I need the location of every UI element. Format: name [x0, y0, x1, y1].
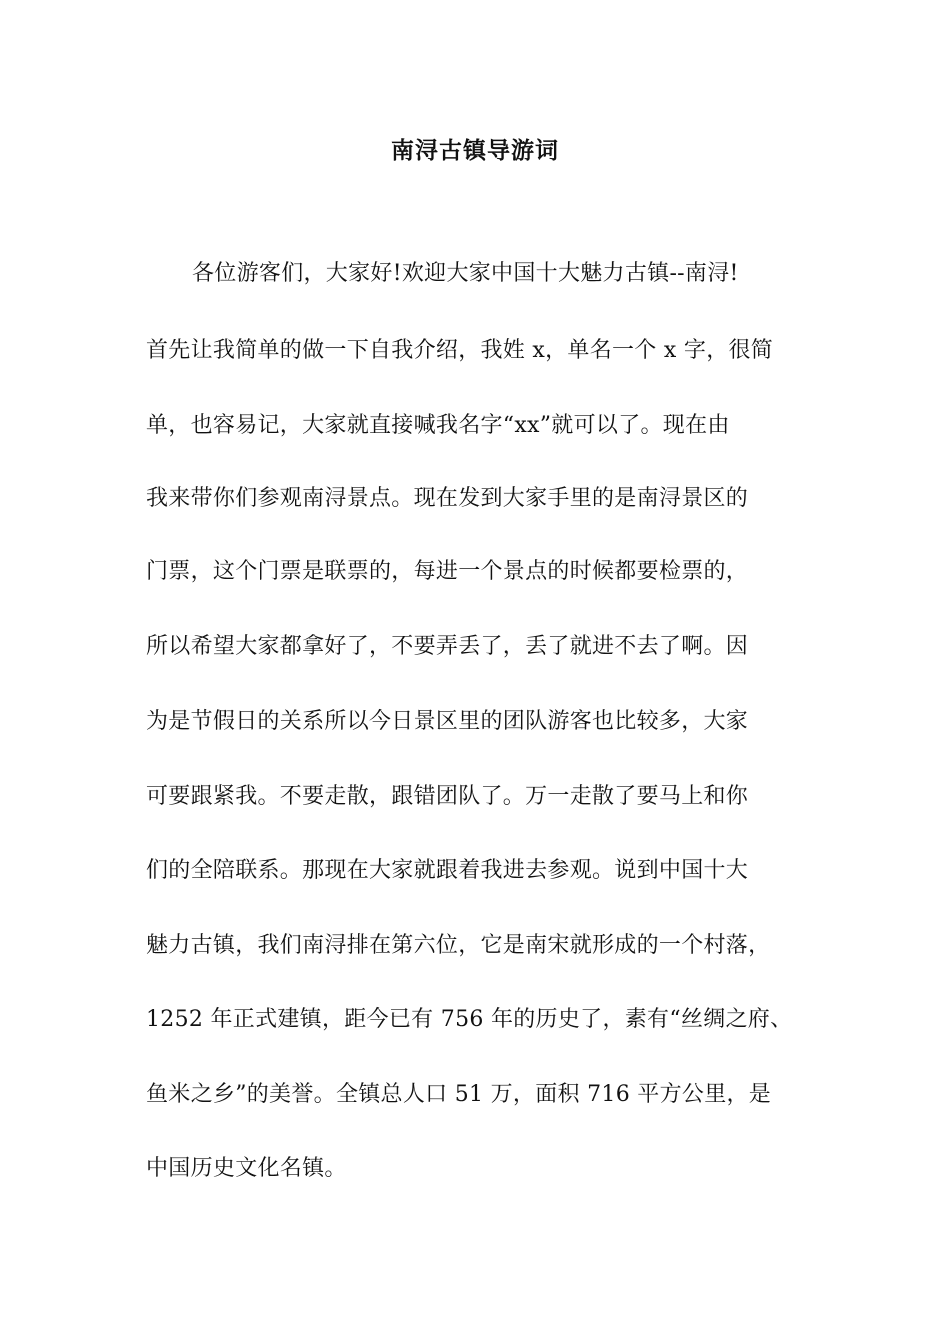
paragraph-line: 们的全陪联系。那现在大家就跟着我进去参观。说到中国十大	[146, 858, 749, 883]
paragraph-line: 各位游客们，大家好!欢迎大家中国十大魅力古镇--南浔!	[192, 261, 739, 286]
paragraph-line: 鱼米之乡”的美誉。全镇总人口 51 万，面积 716 平方公里，是	[146, 1082, 772, 1107]
paragraph-line: 所以希望大家都拿好了，不要弄丢了，丢了就进不去了啊。因	[146, 634, 749, 659]
paragraph-line: 可要跟紧我。不要走散，跟错团队了。万一走散了要马上和你	[146, 784, 749, 809]
paragraph-line: 门票，这个门票是联票的，每进一个景点的时候都要检票的，	[146, 559, 749, 584]
paragraph-line: 我来带你们参观南浔景点。现在发到大家手里的是南浔景区的	[146, 486, 749, 511]
document-title: 南浔古镇导游词	[391, 137, 559, 164]
paragraph-line: 魅力古镇，我们南浔排在第六位，它是南宋就形成的一个村落，	[146, 933, 771, 958]
paragraph-line: 中国历史文化名镇。	[146, 1156, 347, 1181]
paragraph-line: 首先让我简单的做一下自我介绍，我姓 x，单名一个 x 字，很简	[146, 338, 774, 363]
paragraph-line: 为是节假日的关系所以今日景区里的团队游客也比较多，大家	[146, 709, 749, 734]
paragraph-line: 单，也容易记，大家就直接喊我名字“xx”就可以了。现在由	[146, 413, 730, 438]
paragraph-line: 1252 年正式建镇，距今已有 756 年的历史了，素有“丝绸之府、	[146, 1007, 793, 1032]
